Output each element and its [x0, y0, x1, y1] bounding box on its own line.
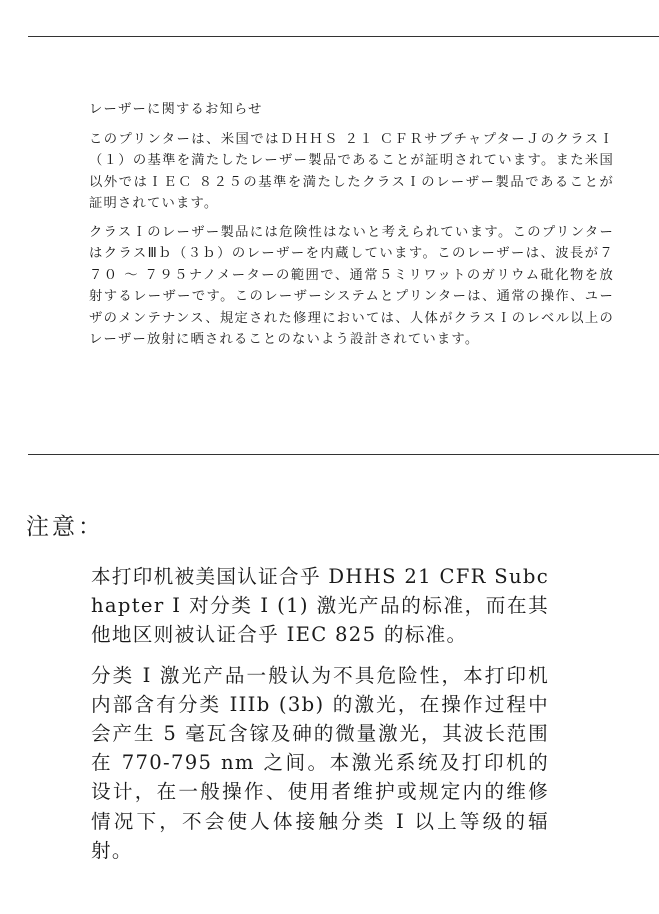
japanese-notice-heading: レーザーに関するお知らせ [89, 102, 263, 117]
top-divider [28, 36, 659, 37]
chinese-notice-heading: 注意： [26, 514, 104, 540]
japanese-laser-notice [89, 99, 614, 358]
chinese-notice-paragraph: 分类 I 激光产品一般认为不具危险性，本打印机内部含有分类 IIIb (3b) 的激光，在操作过程中会产生 5 毫瓦含镓及砷的微量激光，其波长范围在 770-795 nm 之间。本激光系统及打印机的设计，在一般操作、使用者维护或规定内的维修情况下，不会使人体接触分类 I 以上等级的辐射。 [91, 663, 549, 862]
section-divider [28, 454, 659, 455]
japanese-notice-paragraph: クラスＩのレーザー製品には危険性はないと考えられています。このプリンターはクラスⅢｂ（３ｂ）のレーザーを内蔵しています。このレーザーは、波長が７７０ ～ ７９５ナノメーターの範囲で、通常５ミリワットのガリウム砒化物を放射するレーザーです。このレーザーシステムとプリンターは、通常の操作、ユーザのメンテナンス、規定された修理においては、人体がクラスＩのレベル以上のレーザー放射に晒されることのないよう設計されています。 [89, 224, 614, 347]
japanese-notice-paragraph: このプリンターは、米国ではＤＨＨＳ ２１ ＣＦＲサブチャプターＪのクラスＩ（１）の基準を満たしたレーザー製品であることが証明されています。また米国以外ではＩＥＣ ８２５の基準を満たしたクラスＩのレーザー製品であることが証明されています。 [89, 131, 614, 211]
chinese-notice-paragraph: 本打印机被美国认证合乎 DHHS 21 CFR Subchapter I 对分类 I (1) 激光产品的标准，而在其他地区则被认证合乎 IEC 825 的标准。 [91, 565, 549, 647]
chinese-laser-notice [91, 562, 549, 876]
